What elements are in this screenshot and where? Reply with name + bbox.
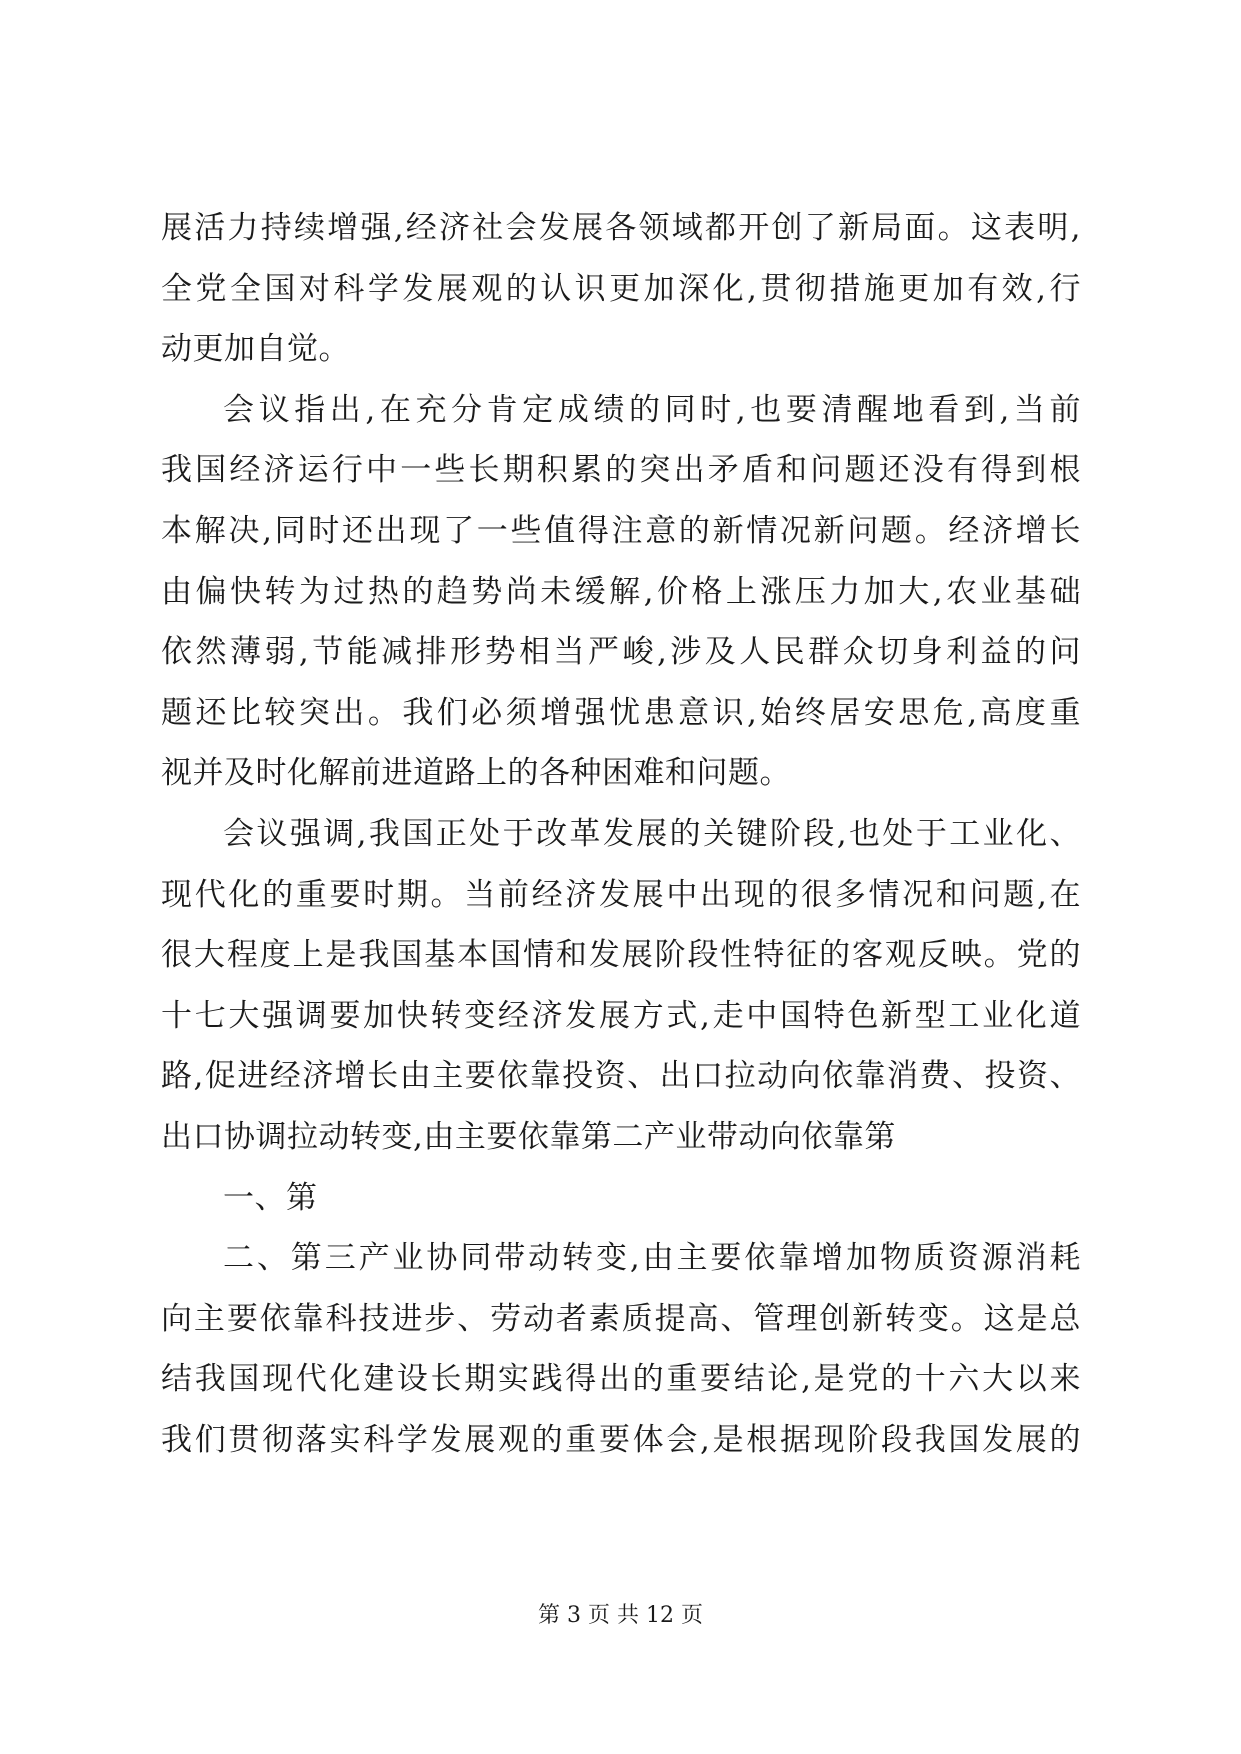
text-line: 十七大强调要加快转变经济发展方式,走中国特色新型工业化道 — [161, 997, 1081, 1034]
text-line: 出口协调拉动转变,由主要依靠第二产业带动向依靠第 — [161, 1118, 896, 1155]
text-line: 展活力持续增强,经济社会发展各领域都开创了新局面。这表明, — [161, 210, 1081, 246]
body-text — [161, 198, 1081, 1470]
text-line: 一、第 — [223, 1179, 318, 1216]
page-number-indicator: 第 3 页 共 12 页 — [538, 1603, 703, 1628]
text-line: 向主要依靠科技进步、劳动者素质提高、管理创新转变。这是总 — [161, 1300, 1081, 1337]
text-line: 本解决,同时还出现了一些值得注意的新情况新问题。经济增长 — [161, 512, 1081, 549]
text-line: 结我国现代化建设长期实践得出的重要结论,是党的十六大以来 — [161, 1361, 1081, 1398]
text-line: 全党全国对科学发展观的认识更加深化,贯彻措施更加有效,行 — [161, 270, 1081, 307]
text-line: 我们贯彻落实科学发展观的重要体会,是根据现阶段我国发展的 — [161, 1421, 1081, 1458]
page-footer — [0, 1602, 1241, 1630]
text-line: 现代化的重要时期。当前经济发展中出现的很多情况和问题,在 — [161, 876, 1081, 913]
text-line: 题还比较突出。我们必须增强忧患意识,始终居安思危,高度重 — [161, 694, 1081, 731]
text-line: 我国经济运行中一些长期积累的突出矛盾和问题还没有得到根 — [161, 452, 1081, 489]
text-line: 依然薄弱,节能减排形势相当严峻,涉及人民群众切身利益的问 — [161, 634, 1081, 671]
text-line: 会议强调,我国正处于改革发展的关键阶段,也处于工业化、 — [223, 815, 1081, 852]
text-line: 动更加自觉。 — [161, 331, 350, 368]
text-line: 视并及时化解前进道路上的各种困难和问题。 — [161, 755, 791, 792]
text-line: 路,促进经济增长由主要依靠投资、出口拉动向依靠消费、投资、 — [161, 1058, 1081, 1095]
text-line: 很大程度上是我国基本国情和发展阶段性特征的客观反映。党的 — [161, 937, 1081, 974]
text-line: 会议指出,在充分肯定成绩的同时,也要清醒地看到,当前 — [223, 391, 1081, 428]
text-line: 二、第三产业协同带动转变,由主要依靠增加物质资源消耗 — [223, 1240, 1081, 1277]
text-line: 由偏快转为过热的趋势尚未缓解,价格上涨压力加大,农业基础 — [161, 573, 1081, 610]
